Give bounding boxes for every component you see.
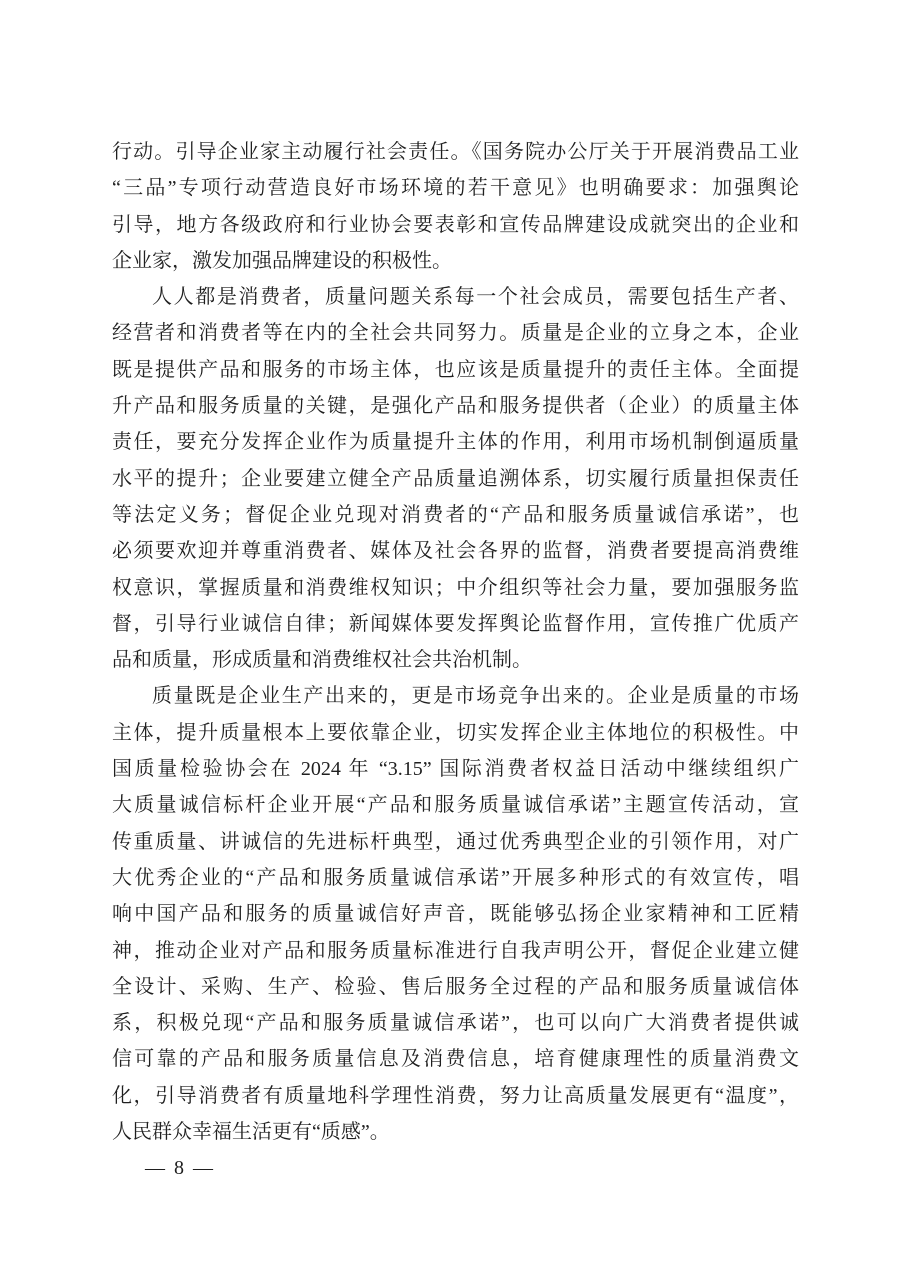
text-line: 人人都是消费者，质量问题关系每一个社会成员，需要包括生产者、 xyxy=(152,286,799,309)
text-line: 品和质量，形成质量和消费维权社会共治机制。 xyxy=(112,649,532,672)
text-line: “三品”专项行动营造良好市场环境的若干意见》也明确要求：加强舆论 xyxy=(112,177,799,200)
text-line: 水平的提升；企业要建立健全产品质量追溯体系，切实履行质量担保责任 xyxy=(112,467,799,490)
text-line: 企业家，激发加强品牌建设的积极性。 xyxy=(112,249,452,272)
text-line: 引导，地方各级政府和行业协会要表彰和宣传品牌建设成就突出的企业和 xyxy=(112,213,799,236)
text-line: 行动。引导企业家主动履行社会责任。《国务院办公厅关于开展消费品工业 xyxy=(112,141,799,163)
text-line: 国质量检验协会在 2024 年 “3.15” 国际消费者权益日活动中继续组织广 xyxy=(112,758,799,781)
text-line: 神，推动企业对产品和服务质量标准进行自我声明公开，督促企业建立健 xyxy=(112,939,799,962)
text-line: 响中国产品和服务的质量诚信好声音，既能够弘扬企业家精神和工匠精 xyxy=(112,903,799,926)
text-line: 经营者和消费者等在内的全社会共同努力。质量是企业的立身之本，企业 xyxy=(112,322,799,345)
text-line: 主体，提升质量根本上要依靠企业，切实发挥企业主体地位的积极性。中 xyxy=(112,721,799,744)
text-line: 系，积极兑现“产品和服务质量诚信承诺”，也可以向广大消费者提供诚 xyxy=(112,1012,799,1035)
text-line: 必须要欢迎并尊重消费者、媒体及社会各界的监督，消费者要提高消费维 xyxy=(112,540,799,563)
text-line: 全设计、采购、生产、检验、售后服务全过程的产品和服务质量诚信体 xyxy=(112,975,799,998)
text-line: 人民群众幸福生活更有“质感”。 xyxy=(112,1121,390,1144)
text-line: 等法定义务；督促企业兑现对消费者的“产品和服务质量诚信承诺”，也 xyxy=(112,503,799,526)
text-line: 责任，要充分发挥企业作为质量提升主体的作用，利用市场机制倒逼质量 xyxy=(112,431,799,454)
text-line: 大质量诚信标杆企业开展“产品和服务质量诚信承诺”主题宣传活动，宣 xyxy=(112,794,799,817)
text-line: 化，引导消费者有质量地科学理性消费，努力让高质量发展更有“温度”， xyxy=(112,1084,799,1107)
text-line: 传重质量、讲诚信的先进标杆典型，通过优秀典型企业的引领作用，对广 xyxy=(112,830,799,853)
text-line: 信可靠的产品和服务质量信息及消费信息，培育健康理性的质量消费文 xyxy=(112,1048,799,1071)
text-line: 升产品和服务质量的关键，是强化产品和服务提供者（企业）的质量主体 xyxy=(112,395,799,418)
text-line: 质量既是企业生产出来的，更是市场竞争出来的。企业是质量的市场 xyxy=(152,685,799,708)
text-line: 大优秀企业的“产品和服务质量诚信承诺”开展多种形式的有效宣传，唱 xyxy=(112,866,799,889)
document-body xyxy=(112,134,799,1150)
text-line: 督，引导行业诚信自律；新闻媒体要发挥舆论监督作用，宣传推广优质产 xyxy=(112,612,799,635)
page-number: — 8 — xyxy=(145,1157,215,1180)
text-line: 权意识，掌握质量和消费维权知识；中介组织等社会力量，要加强服务监 xyxy=(112,576,799,599)
text-block xyxy=(112,134,799,1187)
text-line: 既是提供产品和服务的市场主体，也应该是质量提升的责任主体。全面提 xyxy=(112,358,799,381)
